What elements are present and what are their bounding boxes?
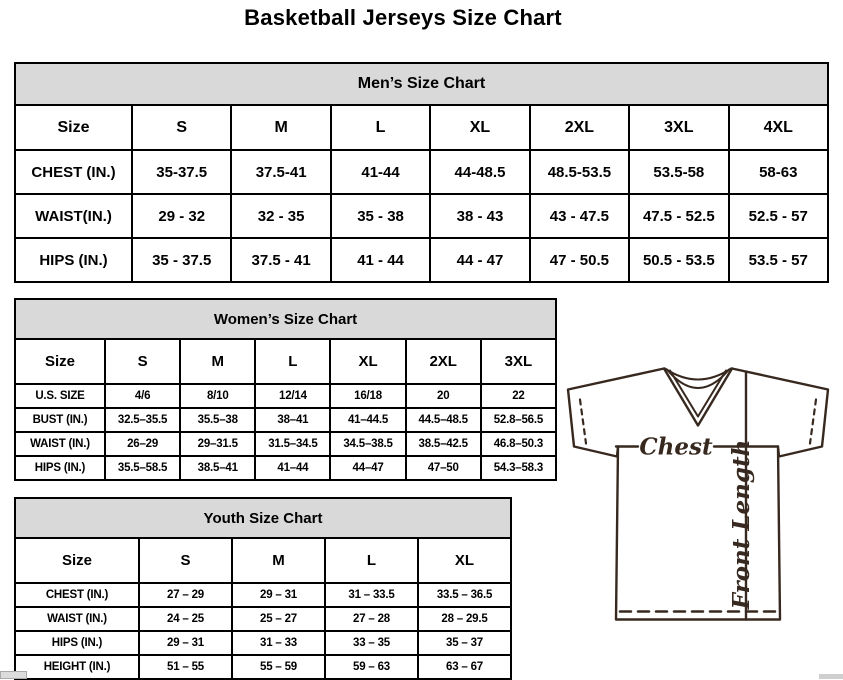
size-value-cell: 51 – 55 (139, 655, 232, 679)
size-col-header: XL (430, 105, 529, 150)
size-col-header: L (255, 339, 330, 384)
size-value-cell: 35-37.5 (132, 150, 231, 194)
bottom-right-fragment (819, 674, 843, 679)
size-value-cell: 38 - 43 (430, 194, 529, 238)
size-col-header: XL (330, 339, 405, 384)
size-value-cell: 53.5 - 57 (729, 238, 828, 282)
womens-table-title-row (15, 299, 556, 339)
size-value-cell: 58-63 (729, 150, 828, 194)
size-value-cell: 41–44 (255, 456, 330, 480)
size-value-cell: 55 – 59 (232, 655, 325, 679)
size-value-cell: 37.5 - 41 (231, 238, 330, 282)
youth-size-header-row (15, 538, 511, 583)
size-value-cell: 27 – 29 (139, 583, 232, 607)
mens-chest-row (15, 150, 828, 194)
womens-waist-row (15, 432, 556, 456)
size-column-label: Size (15, 105, 132, 150)
youth-table-title-row (15, 498, 511, 538)
front-length-label: Front Length (728, 439, 755, 610)
size-col-header: L (325, 538, 418, 583)
size-value-cell: 35 – 37 (418, 631, 511, 655)
size-col-header: M (231, 105, 330, 150)
size-value-cell: 35.5–58.5 (105, 456, 180, 480)
size-col-header: S (105, 339, 180, 384)
size-value-cell: 44 - 47 (430, 238, 529, 282)
womens-bust-row (15, 408, 556, 432)
size-value-cell: 33 – 35 (325, 631, 418, 655)
size-col-header: 3XL (629, 105, 728, 150)
size-value-cell: 38.5–41 (180, 456, 255, 480)
size-value-cell: 12/14 (255, 384, 330, 408)
mens-hips-row (15, 238, 828, 282)
size-value-cell: 28 – 29.5 (418, 607, 511, 631)
size-value-cell: 32.5–35.5 (105, 408, 180, 432)
size-value-cell: 27 – 28 (325, 607, 418, 631)
womens-us-size-row (15, 384, 556, 408)
size-value-cell: 26–29 (105, 432, 180, 456)
row-label: WAIST (IN.) (15, 607, 139, 631)
row-label: HIPS (IN.) (15, 238, 132, 282)
row-label: CHEST (IN.) (15, 583, 139, 607)
womens-size-header-row (15, 339, 556, 384)
left-cuff-dashed-seam (580, 400, 586, 444)
size-value-cell: 44-48.5 (430, 150, 529, 194)
size-value-cell: 38–41 (255, 408, 330, 432)
size-value-cell: 46.8–50.3 (481, 432, 556, 456)
right-cuff-dashed-seam (810, 400, 816, 444)
row-label: WAIST (IN.) (15, 432, 105, 456)
womens-hips-row (15, 456, 556, 480)
size-value-cell: 22 (481, 384, 556, 408)
size-value-cell: 41–44.5 (330, 408, 405, 432)
size-value-cell: 52.8–56.5 (481, 408, 556, 432)
size-value-cell: 47.5 - 52.5 (629, 194, 728, 238)
size-col-header: M (180, 339, 255, 384)
size-value-cell: 47 - 50.5 (530, 238, 629, 282)
size-value-cell: 33.5 – 36.5 (418, 583, 511, 607)
size-value-cell: 29–31.5 (180, 432, 255, 456)
youth-height-row (15, 655, 511, 679)
youth-table-title: Youth Size Chart (15, 498, 511, 538)
size-value-cell: 35 - 38 (331, 194, 430, 238)
size-value-cell: 37.5-41 (231, 150, 330, 194)
youth-hips-row (15, 631, 511, 655)
size-value-cell: 44.5–48.5 (406, 408, 481, 432)
size-value-cell: 29 – 31 (232, 583, 325, 607)
size-col-header: S (139, 538, 232, 583)
jersey-measurement-diagram (556, 358, 839, 636)
size-value-cell: 41-44 (331, 150, 430, 194)
size-value-cell: 34.5–38.5 (330, 432, 405, 456)
size-col-header: XL (418, 538, 511, 583)
size-value-cell: 41 - 44 (331, 238, 430, 282)
row-label: U.S. SIZE (15, 384, 105, 408)
youth-chest-row (15, 583, 511, 607)
chest-label: Chest (639, 433, 713, 461)
size-value-cell: 35 - 37.5 (132, 238, 231, 282)
mens-size-header-row (15, 105, 828, 150)
size-column-label: Size (15, 538, 139, 583)
size-value-cell: 63 – 67 (418, 655, 511, 679)
row-label: HEIGHT (IN.) (15, 655, 139, 679)
size-value-cell: 35.5–38 (180, 408, 255, 432)
size-value-cell: 29 - 32 (132, 194, 231, 238)
size-value-cell: 38.5–42.5 (406, 432, 481, 456)
size-value-cell: 8/10 (180, 384, 255, 408)
size-value-cell: 53.5-58 (629, 150, 728, 194)
youth-size-table (14, 497, 512, 680)
size-value-cell: 31.5–34.5 (255, 432, 330, 456)
size-value-cell: 50.5 - 53.5 (629, 238, 728, 282)
row-label: CHEST (IN.) (15, 150, 132, 194)
size-value-cell: 54.3–58.3 (481, 456, 556, 480)
size-value-cell: 20 (406, 384, 481, 408)
size-value-cell: 29 – 31 (139, 631, 232, 655)
size-col-header: 3XL (481, 339, 556, 384)
size-value-cell: 43 - 47.5 (530, 194, 629, 238)
mens-table-title-row (15, 63, 828, 105)
row-label: BUST (IN.) (15, 408, 105, 432)
womens-size-table (14, 298, 557, 481)
row-label: HIPS (IN.) (15, 631, 139, 655)
size-value-cell: 48.5-53.5 (530, 150, 629, 194)
size-col-header: L (331, 105, 430, 150)
size-value-cell: 16/18 (330, 384, 405, 408)
size-value-cell: 52.5 - 57 (729, 194, 828, 238)
size-column-label: Size (15, 339, 105, 384)
size-col-header: 2XL (406, 339, 481, 384)
bottom-left-fragment (0, 671, 27, 679)
size-value-cell: 44–47 (330, 456, 405, 480)
size-value-cell: 32 - 35 (231, 194, 330, 238)
size-value-cell: 25 – 27 (232, 607, 325, 631)
size-value-cell: 31 – 33 (232, 631, 325, 655)
mens-size-table (14, 62, 829, 283)
size-col-header: M (232, 538, 325, 583)
jersey-outline (568, 369, 828, 620)
size-value-cell: 4/6 (105, 384, 180, 408)
mens-waist-row (15, 194, 828, 238)
row-label: WAIST(IN.) (15, 194, 132, 238)
size-value-cell: 47–50 (406, 456, 481, 480)
size-value-cell: 24 – 25 (139, 607, 232, 631)
page-title: Basketball Jerseys Size Chart (244, 5, 562, 30)
mens-table-title: Men’s Size Chart (15, 63, 828, 105)
row-label: HIPS (IN.) (15, 456, 105, 480)
womens-table-title: Women’s Size Chart (15, 299, 556, 339)
size-col-header: S (132, 105, 231, 150)
size-value-cell: 59 – 63 (325, 655, 418, 679)
size-col-header: 2XL (530, 105, 629, 150)
size-col-header: 4XL (729, 105, 828, 150)
youth-waist-row (15, 607, 511, 631)
size-value-cell: 31 – 33.5 (325, 583, 418, 607)
